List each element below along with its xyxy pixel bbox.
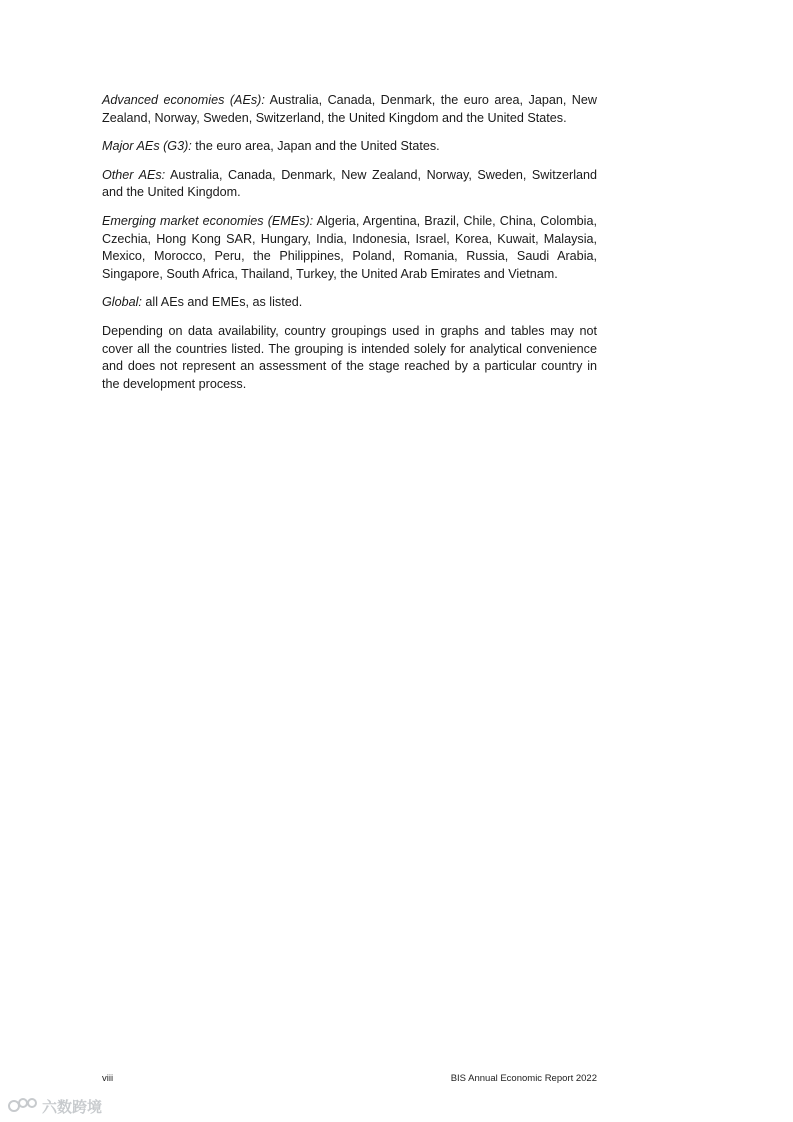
- watermark-logo-icon: [8, 1097, 38, 1115]
- definition-emerging-market-economies: [102, 213, 597, 283]
- definition-text: Algeria, Argentina, Brazil, Chile, China, Colombia, Czechia, Hong Kong SAR, Hungary, India, Indonesia, Israel, Korea, Kuwait, Malaysia, Mexico, Morocco, Peru, the Philippines, Poland, Romania, Russia, Saudi Arabia, Singapore, South Africa, Thailand, Turkey, the United Arab Emirates and Vietnam.: [102, 213, 597, 281]
- watermark-text: 六数跨境: [42, 1097, 103, 1116]
- definition-term: Emerging market economies (EMEs):: [102, 213, 314, 228]
- definition-term: Other AEs:: [102, 167, 166, 182]
- definition-text: all AEs and EMEs, as listed.: [141, 295, 303, 310]
- definition-other-aes: [102, 167, 597, 202]
- watermark: [8, 1095, 102, 1117]
- definition-advanced-economies: [102, 92, 597, 127]
- definition-text: Australia, Canada, Denmark, the euro area, Japan, New Zealand, Norway, Sweden, Switzerland, the United Kingdom and the United States.: [102, 93, 597, 125]
- page-number: viii: [102, 1073, 114, 1084]
- report-title: BIS Annual Economic Report 2022: [450, 1073, 597, 1084]
- grouping-note: Depending on data availability, country groupings used in graphs and tables may not cover all the countries listed. The grouping is intended solely for analytical convenience and does not represent an assessment of the stage reached by a particular country in the development process.: [102, 323, 597, 391]
- definition-term: Major AEs (G3):: [102, 139, 192, 154]
- definition-term: Global:: [102, 295, 142, 310]
- definition-term: Advanced economies (AEs):: [102, 93, 265, 107]
- definition-text: the euro area, Japan and the United States.: [191, 139, 440, 154]
- country-groupings-section: [102, 92, 597, 404]
- definition-global: [102, 294, 597, 312]
- definition-text: Australia, Canada, Denmark, New Zealand, Norway, Sweden, Switzerland and the United Kingdom.: [102, 167, 598, 200]
- definition-major-aes: [102, 138, 597, 156]
